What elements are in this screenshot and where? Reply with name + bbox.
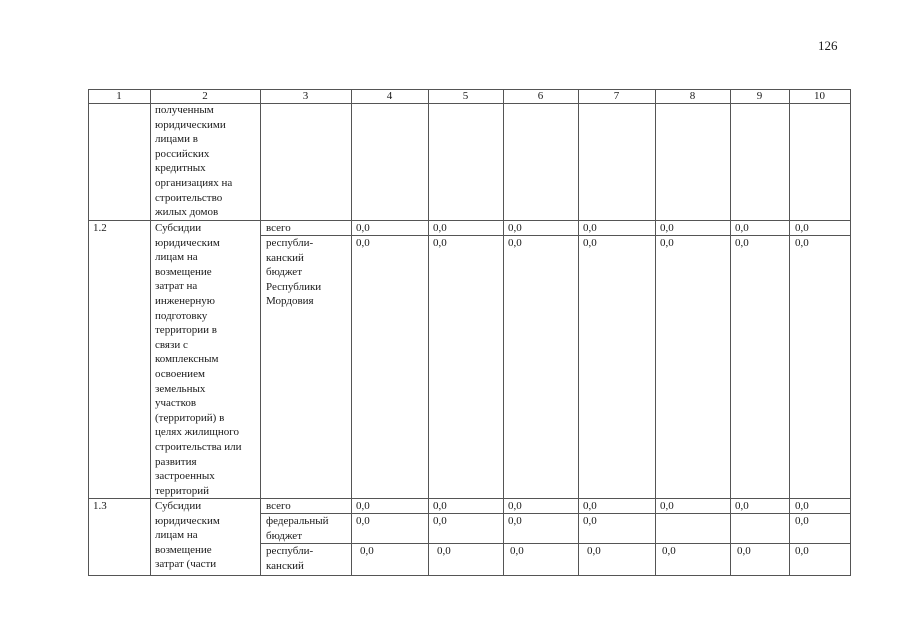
page-number: 126 [818,38,838,53]
header-col-9: 9 [756,90,763,102]
row-1-2-description: Субсидии юридическим лицам на возмещение затрат на инженерную подготовку территории в связи с комплексным освоением земельных участков (территорий) в целях жилищного строительства или развития застроенных территорий [155,222,242,497]
header-col-2: 2 [202,90,208,102]
header-col-10: 10 [814,90,825,102]
row-1-3-total-col10: 0,0 [795,500,809,512]
row-1-3-number: 1.3 [93,500,107,512]
row-1-3-fed-col7: 0,0 [583,515,597,527]
row-1-2-rep-col6: 0,0 [508,237,522,249]
row-1-3-rep-col10: 0,0 [795,545,809,557]
header-col-7: 7 [613,90,620,102]
row-1-2-rep-col9: 0,0 [735,237,749,249]
header-col-8: 8 [689,90,696,102]
row-1-3-fed-col5: 0,0 [433,515,447,527]
row-1-2-source-republic: республи- канский бюджет Республики Мордовия [266,237,322,308]
row-1-2-total-col7: 0,0 [583,222,597,234]
row-1-2-rep-col10: 0,0 [795,237,809,249]
row-1-2-rep-col5: 0,0 [433,237,447,249]
row-1-2-total-col5: 0,0 [433,222,447,234]
row-1-3-fed-col10: 0,0 [795,515,809,527]
row-1-3-rep-col7: 0,0 [587,545,601,557]
row-1-3-total-col5: 0,0 [433,500,447,512]
row-1-3-fed-col4: 0,0 [356,515,370,527]
header-col-5: 5 [462,90,469,102]
row-1-2-rep-col4: 0,0 [356,237,370,249]
header-col-3: 3 [302,90,309,102]
row-1-3-description: Субсидии юридическим лицам на возмещение затрат (части [155,500,220,571]
row-1-3-source-total: всего [266,500,291,512]
row-1-3-fed-col6: 0,0 [508,515,522,527]
row-1-2-total-col6: 0,0 [508,222,522,234]
row-1-3-total-col7: 0,0 [583,500,597,512]
row-1-2-number: 1.2 [93,222,107,234]
row-1-2-total-col8: 0,0 [660,222,674,234]
row-1-3-total-col6: 0,0 [508,500,522,512]
header-col-6: 6 [537,90,544,102]
row-1-3-rep-col4: 0,0 [360,545,374,557]
row-1-2-source-total: всего [266,222,291,234]
row-1-3-total-col4: 0,0 [356,500,370,512]
row-1-3-source-republic: республи- канский [266,545,314,572]
row-1-2-rep-col7: 0,0 [583,237,597,249]
header-col-1: 1 [116,90,122,102]
row-1-3-total-col8: 0,0 [660,500,674,512]
row-1-3-rep-col8: 0,0 [662,545,676,557]
row-1-3-rep-col6: 0,0 [510,545,524,557]
row-1-2-total-col4: 0,0 [356,222,370,234]
row-1-2-total-col9: 0,0 [735,222,749,234]
row-cont-description: полученным юридическими лицами в российских кредитных организациях на строительство жилых домов [155,104,233,219]
header-col-4: 4 [386,90,393,102]
row-1-3-source-federal: федеральный бюджет [266,515,329,542]
row-1-2-rep-col8: 0,0 [660,237,674,249]
row-1-3-rep-col9: 0,0 [737,545,751,557]
row-1-3-rep-col5: 0,0 [437,545,451,557]
row-1-3-total-col9: 0,0 [735,500,749,512]
row-1-2-total-col10: 0,0 [795,222,809,234]
